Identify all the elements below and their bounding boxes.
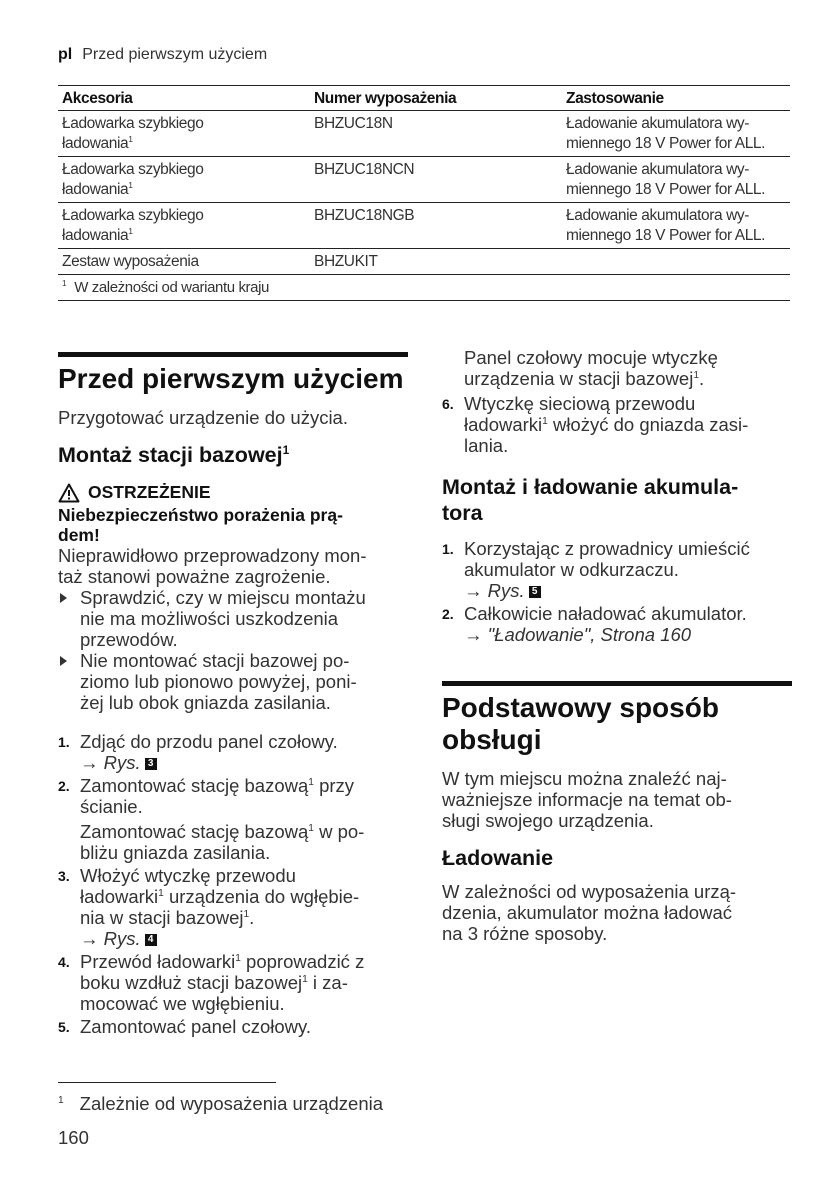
list-item: Sprawdzić, czy w miejscu montażu nie ma możliwości uszkodzenia przewodów.	[58, 587, 408, 650]
section-title: Przed pierwszym użyciem	[58, 363, 404, 394]
figure-number-badge: 3	[145, 758, 157, 770]
warning-triangle-icon	[58, 483, 80, 503]
table-row	[58, 203, 790, 249]
figure-reference: → Rys. 3	[80, 752, 408, 773]
subsection-title: Montaż stacji bazowej$^1$	[58, 442, 290, 467]
table-footnote: $^1$ W zależności od wariantu kraju	[58, 275, 790, 301]
warning-subtitle: Niebezpieczeństwo porażenia prą- dem!	[58, 505, 343, 545]
step-item: 6. Wtyczkę sieciową przewodu ładowarki$^1$ włożyć do gniazda zasi- lania.	[442, 393, 749, 456]
cell-number: BHZUC18NCN	[310, 157, 562, 203]
right-column	[442, 347, 792, 954]
table-row	[58, 157, 790, 203]
list-item: Nie montować stacji bazowej po- ziomo lub pionowo powyżej, poni- żej lub obok gniazda zasilania.	[58, 650, 408, 713]
page-reference-link[interactable]: → "Ładowanie", Strona 160	[464, 624, 692, 645]
step-item: 1. Korzystając z prowadnicy umieścić akumulator w odkurzaczu. → Rys. 5	[442, 538, 792, 601]
cell-accessory: Zestaw wyposażenia	[58, 249, 310, 275]
figure-reference: → Rys. 4	[80, 928, 408, 949]
running-header	[58, 46, 267, 64]
step-item: 2. Zamontować stację bazową$^1$ przy ścianie. Zamontować stację bazową$^1$ w po- bliżu gniazda zasilania.	[58, 775, 408, 863]
figure-reference: → Rys. 5	[464, 580, 792, 601]
step-continuation: Zamontować stację bazową$^1$ w po- bliżu gniazda zasilania.	[80, 821, 365, 863]
step-item: 4. Przewód ładowarki$^1$ poprowadzić z boku wzdłuż stacji bazowej$^1$ i za- mocować we wgłębieniu.	[58, 951, 365, 1014]
cell-use: Ładowanie akumulatora wy- miennego 18 V Power for ALL.	[562, 111, 790, 157]
cell-use	[562, 249, 790, 275]
table-row	[58, 111, 790, 157]
language-code: pl	[58, 46, 73, 63]
intro-text: Przygotować urządzenie do użycia.	[58, 407, 348, 428]
warning-block	[58, 482, 408, 713]
install-steps	[58, 731, 408, 1037]
subsection-title: Montaż i ładowanie akumula- tora	[442, 475, 739, 525]
cell-accessory: Ładowarka szybkiego ładowania$^1$	[58, 111, 310, 157]
section-intro: W tym miejscu można znaleźć naj- ważniejsze informacje na temat ob- sługi swojego urządzenia.	[442, 768, 732, 831]
charging-text: W zależności od wyposażenia urzą- dzenia, akumulator można ładować na 3 różne sposoby.	[442, 881, 737, 944]
section-rule	[58, 352, 408, 357]
subsection-title: Ładowanie	[442, 846, 554, 870]
col-header-use: Zastosowanie	[562, 86, 790, 111]
bullet-arrow-icon	[60, 593, 67, 603]
bullet-arrow-icon	[60, 656, 67, 666]
section-rule	[442, 681, 792, 686]
cell-accessory: Ładowarka szybkiego ładowania$^1$	[58, 157, 310, 203]
warning-title: OSTRZEŻENIE	[58, 482, 408, 503]
step-item: 3. Włożyć wtyczkę przewodu ładowarki$^1$ urządzenia do wgłębie- nia w stacji bazowej$^1$. → Rys. 4	[58, 865, 408, 949]
footnote-divider	[58, 1082, 276, 1083]
step-item: 1. Zdjąć do przodu panel czołowy. → Rys. 3	[58, 731, 408, 773]
accessories-table	[58, 85, 790, 301]
cell-use: Ładowanie akumulatora wy- miennego 18 V Power for ALL.	[562, 203, 790, 249]
continued-text: Panel czołowy mocuje wtyczkę urządzenia w stacji bazowej$^1$.	[464, 347, 718, 389]
warning-bullets	[58, 587, 408, 713]
warning-text: Nieprawidłowo przeprowadzony mon- taż stanowi poważne zagrożenie.	[58, 545, 367, 587]
table-header-row	[58, 86, 790, 111]
step-item: 2. Całkowicie naładować akumulator. → "Ładowanie", Strona 160	[442, 603, 792, 645]
cell-use: Ładowanie akumulatora wy- miennego 18 V Power for ALL.	[562, 157, 790, 203]
step-item: 5. Zamontować panel czołowy.	[58, 1016, 312, 1037]
table-row	[58, 249, 790, 275]
cell-accessory: Ładowarka szybkiego ładowania$^1$	[58, 203, 310, 249]
cell-number: BHZUKIT	[310, 249, 562, 275]
cell-number: BHZUC18NGB	[310, 203, 562, 249]
table-footnote-row	[58, 275, 790, 301]
col-header-number: Numer wyposażenia	[310, 86, 562, 111]
battery-steps	[442, 538, 792, 645]
left-column	[58, 352, 408, 1039]
page-footnote: $^1$ Zależnie od wyposażenia urządzenia	[58, 1093, 384, 1114]
section-title: Podstawowy sposób obsługi	[442, 692, 719, 755]
figure-number-badge: 4	[145, 934, 157, 946]
figure-number-badge: 5	[529, 586, 541, 598]
page-number: 160	[58, 1127, 89, 1148]
install-steps-continued	[442, 393, 792, 456]
cell-number: BHZUC18N	[310, 111, 562, 157]
header-title: Przed pierwszym użyciem	[82, 46, 268, 63]
col-header-accessories: Akcesoria	[58, 86, 310, 111]
